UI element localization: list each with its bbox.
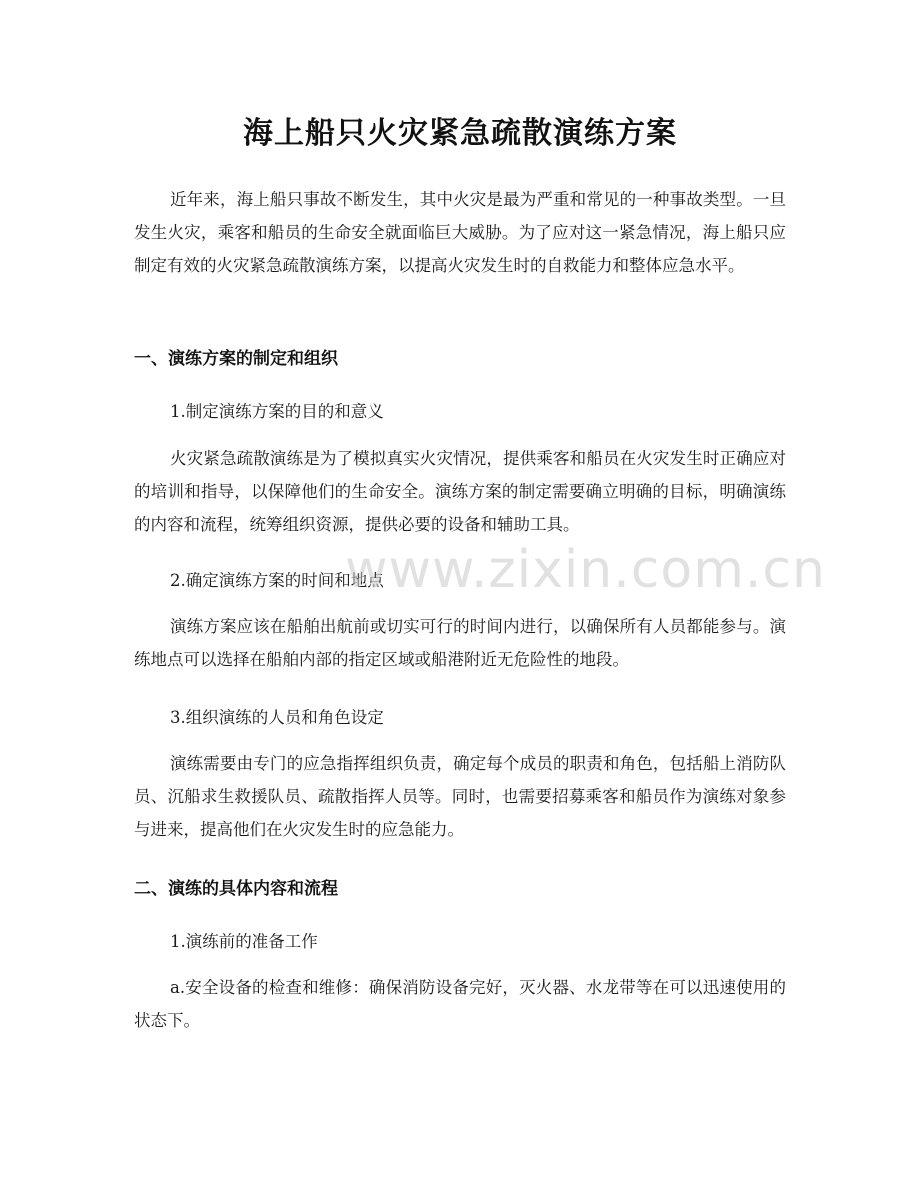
section-2-heading: 二、演练的具体内容和流程	[134, 879, 338, 899]
section-1-heading: 一、演练方案的制定和组织	[134, 349, 338, 369]
section-2-subheading-1: 1.演练前的准备工作	[170, 932, 318, 951]
section-2-paragraph-1: a.安全设备的检查和维修：确保消防设备完好，灭火器、水龙带等在可以迅速使用的状态下。	[134, 978, 786, 1030]
document-title: 海上船只火灾紧急疏散演练方案	[243, 116, 677, 151]
section-1-subheading-3: 3.组织演练的人员和角色设定	[170, 708, 384, 727]
section-1-paragraph-2: 演练方案应该在船舶出航前或切实可行的时间内进行，以确保所有人员都能参与。演练地点可以选择在船舶内部的指定区域或船港附近无危险性的地段。	[134, 617, 786, 669]
watermark: www.zixin.com.cn	[345, 540, 826, 600]
intro-paragraph: 近年来，海上船只事故不断发生，其中火灾是最为严重和常见的一种事故类型。一旦发生火灾，乘客和船员的生命安全就面临巨大威胁。为了应对这一紧急情况，海上船只应制定有效的火灾紧急疏散演练方案，以提高火灾发生时的自救能力和整体应急水平。	[134, 190, 786, 275]
section-1-subheading-1: 1.制定演练方案的目的和意义	[170, 402, 384, 421]
section-1-paragraph-1: 火灾紧急疏散演练是为了模拟真实火灾情况，提供乘客和船员在火灾发生时正确应对的培训和指导，以保障他们的生命安全。演练方案的制定需要确立明确的目标，明确演练的内容和流程，统筹组织资源，提供必要的设备和辅助工具。	[134, 449, 786, 534]
section-1-subheading-2: 2.确定演练方案的时间和地点	[170, 571, 384, 590]
section-1-paragraph-3: 演练需要由专门的应急指挥组织负责，确定每个成员的职责和角色，包括船上消防队员、沉船求生救援队员、疏散指挥人员等。同时，也需要招募乘客和船员作为演练对象参与进来，提高他们在火灾发生时的应急能力。	[134, 754, 786, 839]
